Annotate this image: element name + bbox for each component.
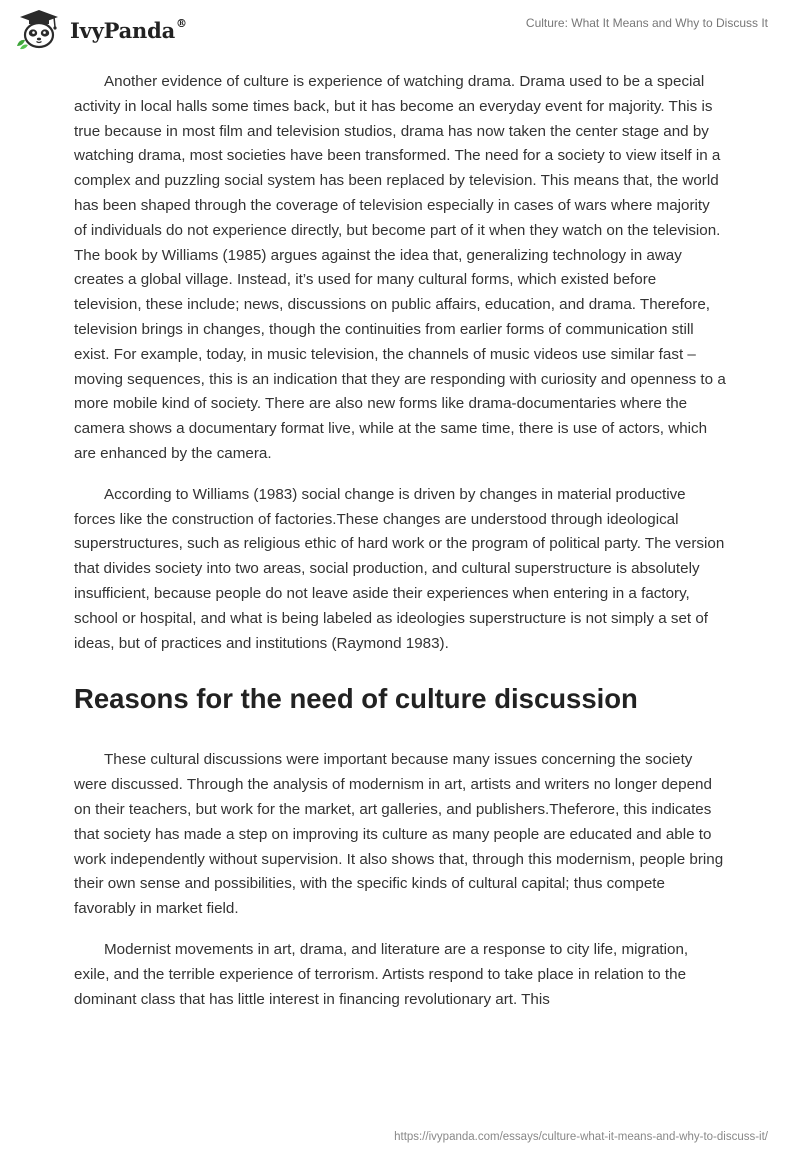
source-url-link[interactable]: https://ivypanda.com/essays/culture-what-it-means-and-why-to-discuss-it/ bbox=[394, 1131, 768, 1143]
page-header bbox=[0, 0, 800, 60]
document-title: Culture: What It Means and Why to Discuss It bbox=[525, 16, 768, 30]
paragraph: According to Williams (1983) social change is driven by changes in material productive forces like the construction of factories.These changes are understood through ideological superstructures, such as religious ethic of hard work or the program of political party. The version that divides society into two areas, social production, and cultural superstructure is absolutely insufficient, because people do not leave aside their experiences when entering in a factory, school or hospital, and what is being labeled as ideologies superstructure is not simply a set of ideas, but of practices and institutions (Raymond 1983). bbox=[74, 485, 725, 652]
brand-text: IvyPanda bbox=[70, 17, 176, 43]
brand-name bbox=[70, 18, 187, 43]
panda-mascot-icon bbox=[14, 8, 64, 50]
section-heading: Reasons for the need of culture discussion bbox=[74, 683, 638, 715]
essay-content bbox=[74, 70, 726, 1028]
paragraph: Another evidence of culture is experience of watching drama. Drama used to be a special activity in local halls some times back, but it has become an everyday event for majority. This is true because in most film and television studios, drama has now taken the center stage and by watching drama, most societies have been transformed. The need for a society to view itself in a complex and puzzling social system has been replaced by television. This means that, the world has been shaped through the coverage of television especially in cases of wars where majority of individuals do not experience directly, but become part of it when they watch on the television. The book by Williams (1985) argues against the idea that, generalizing technology in away creates a global village. Instead, it’s used for many cultural forms, which existed before television, these include; news, discussions on public affairs, education, and drama. Therefore, television brings in changes, though the continuities from earlier forms of communication still exist. For example, today, in music television, the channels of music videos use similar fast –moving sequences, this is an indication that they are responding with curiosity and openness to a more mobile kind of society. There are also new forms like drama-documentaries where the camera shows a documentary format live, while at the same time, there is use of actors, which are enhanced by the camera. bbox=[74, 73, 726, 462]
paragraph: These cultural discussions were important because many issues concerning the society were discussed. Through the analysis of modernism in art, artists and writers no longer depend on their teachers, but work for the market, art galleries, and publishers.Theferore, this indicates that society has made a step on improving its culture as many people are educated and able to work independently without supervision. It also shows that, through this modernism, people bring their own sense and possibilities, with the specific kinds of cultural capital; thus compete favorably in market field. bbox=[74, 751, 724, 918]
paragraph: Modernist movements in art, drama, and literature are a response to city life, migration, exile, and the terrible experience of terrorism. Artists respond to take place in relation to the dominant class that has little interest in financing revolutionary art. This bbox=[74, 940, 689, 1008]
ivypanda-logo[interactable] bbox=[14, 8, 187, 50]
registered-mark: ® bbox=[176, 16, 187, 30]
